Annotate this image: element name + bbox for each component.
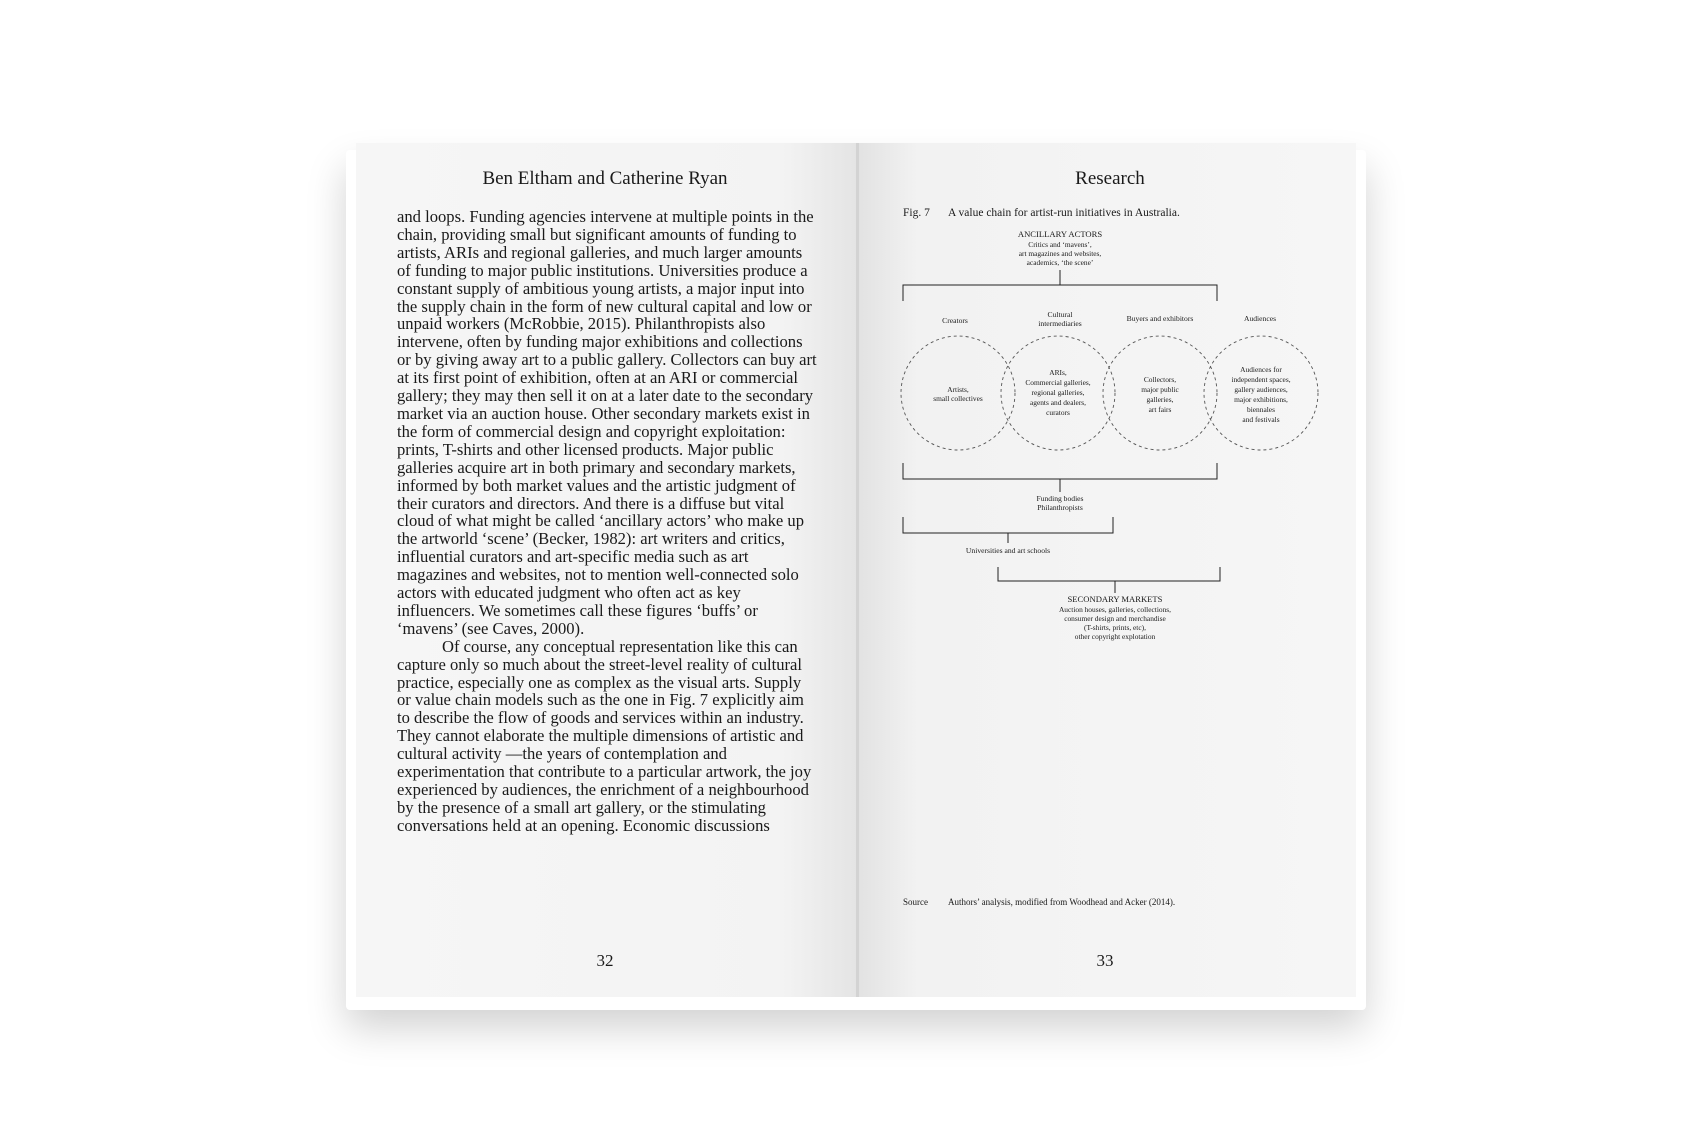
circle-text: major public [1141, 385, 1179, 394]
circle-text: ARIs, [1049, 368, 1067, 377]
circle-text: biennales [1247, 405, 1275, 414]
circle-text: and festivals [1242, 415, 1280, 424]
column-intermediaries: intermediaries [1038, 319, 1082, 328]
page-number-left: 32 [596, 951, 614, 970]
circle-text: curators [1046, 408, 1070, 417]
running-head-right: Research [1075, 168, 1145, 189]
funding-line: Philanthropists [1037, 503, 1083, 512]
column-audiences: Audiences [1243, 314, 1277, 323]
circle-text: art fairs [1148, 405, 1172, 414]
secondary-line: other copyright explotation [1074, 632, 1156, 641]
figure-source [903, 897, 1175, 907]
universities-node: Universities and art schools [965, 546, 1051, 555]
secondary-bracket [998, 567, 1220, 593]
value-chain-diagram [900, 225, 1320, 655]
figure-caption-text: A value chain for artist-run initiatives in Australia. [948, 207, 1180, 219]
secondary-line: (T-shirts, prints, etc), [1084, 623, 1146, 632]
secondary-line: Auction houses, galleries, collections, [1058, 605, 1172, 614]
figure-number: Fig. 7 [903, 207, 930, 219]
source-label: Source [903, 897, 928, 907]
secondary-markets-node [1059, 594, 1171, 641]
circle-text: independent spaces, [1231, 375, 1291, 384]
ancillary-line: Critics and ‘mavens’, [1028, 240, 1092, 249]
column-creators: Creators [942, 316, 968, 325]
circle-text: Audiences for [1240, 365, 1282, 374]
circle-text: Collectors, [1143, 375, 1177, 384]
figure-caption [903, 207, 1180, 219]
source-text: Authors’ analysis, modified from Woodhead and Acker (2014). [948, 897, 1176, 907]
circle-text: galleries, [1146, 395, 1174, 404]
column-cultural: Cultural [1047, 310, 1073, 319]
circle-text: regional galleries, [1031, 388, 1085, 397]
circle-text: Artists, [947, 385, 969, 394]
ancillary-line: academics, ‘the scene’ [1026, 258, 1094, 267]
top-bracket [903, 270, 1217, 301]
ancillary-actors-node [1018, 229, 1102, 267]
page-number-right: 33 [1096, 951, 1114, 970]
paragraph-2: Of course, any conceptual representation like this can capture only so much about the street-level reality of cultural practice, especially one as complex as the visual arts. Supply or value chain models such as the one in Fig. 7 explicitly aim to describe the flow of goods and services within an industry. They cannot elaborate the multiple dimensions of artistic and cultural activity —the years of contemplation and experimentation that contribute to a particular artwork, the joy experienced by audiences, the enrichment of a neighbourhood by the presence of a small art gallery, or the stimulating conversations held at an opening. Economic discussions [397, 636, 812, 835]
paragraph-1: and loops. Funding agencies intervene at multiple points in the chain, providing small but significant amounts of funding to artists, ARIs and regional galleries, and much larger amounts of funding to major public institutions. Universities produce a constant supply of ambitious young artists, a major input into the supply chain in the form of new cultural capital and low or unpaid workers (McRobbie, 2015). Philanthropists also intervene, often by funding major exhibitions and collections or by giving away art to a public gallery. Collectors can buy art at its first point of exhibition, often at an ARI or commercial gallery; they may then sell it on at a later date to the secondary market via an auction house. Other secondary markets exist in the form of commercial design and copyright exploitation: prints, T-shirts and other licensed products. Major public galleries acquire art in both primary and secondary markets, informed by both market values and the artistic judgment of their curators and directors. And there is a diffuse but vital cloud of what might be called ‘ancillary actors’ who make up the artworld ‘scene’ (Becker, 1982): art writers and critics, influential curators and art-specific media such as art magazines and websites, not to mention well-connected solo actors with educated judgment who often act as key influencers. We sometimes call these figures ‘buffs’ or ‘mavens’ (see Caves, 2000). [397, 207, 817, 638]
universities-bracket [903, 517, 1113, 543]
ancillary-title: ANCILLARY ACTORS [1017, 229, 1103, 239]
secondary-line: consumer design and merchandise [1064, 614, 1166, 623]
secondary-title: SECONDARY MARKETS [1067, 594, 1163, 604]
body-text [397, 208, 817, 835]
funding-line: Funding bodies [1036, 494, 1084, 503]
circle-text: major exhibitions, [1234, 395, 1288, 404]
funding-node [1036, 494, 1083, 512]
column-headers [942, 310, 1276, 328]
ancillary-line: art magazines and websites, [1018, 249, 1102, 258]
book-gutter [856, 143, 859, 997]
running-head-left: Ben Eltham and Catherine Ryan [482, 168, 728, 189]
circle-text: Commercial galleries, [1025, 378, 1091, 387]
circle-text: agents and dealers, [1029, 398, 1087, 407]
column-buyers: Buyers and exhibitors [1126, 314, 1194, 323]
funding-bracket [903, 463, 1217, 492]
circle-text: gallery audiences, [1234, 385, 1288, 394]
circle-text: small collectives [933, 394, 983, 403]
